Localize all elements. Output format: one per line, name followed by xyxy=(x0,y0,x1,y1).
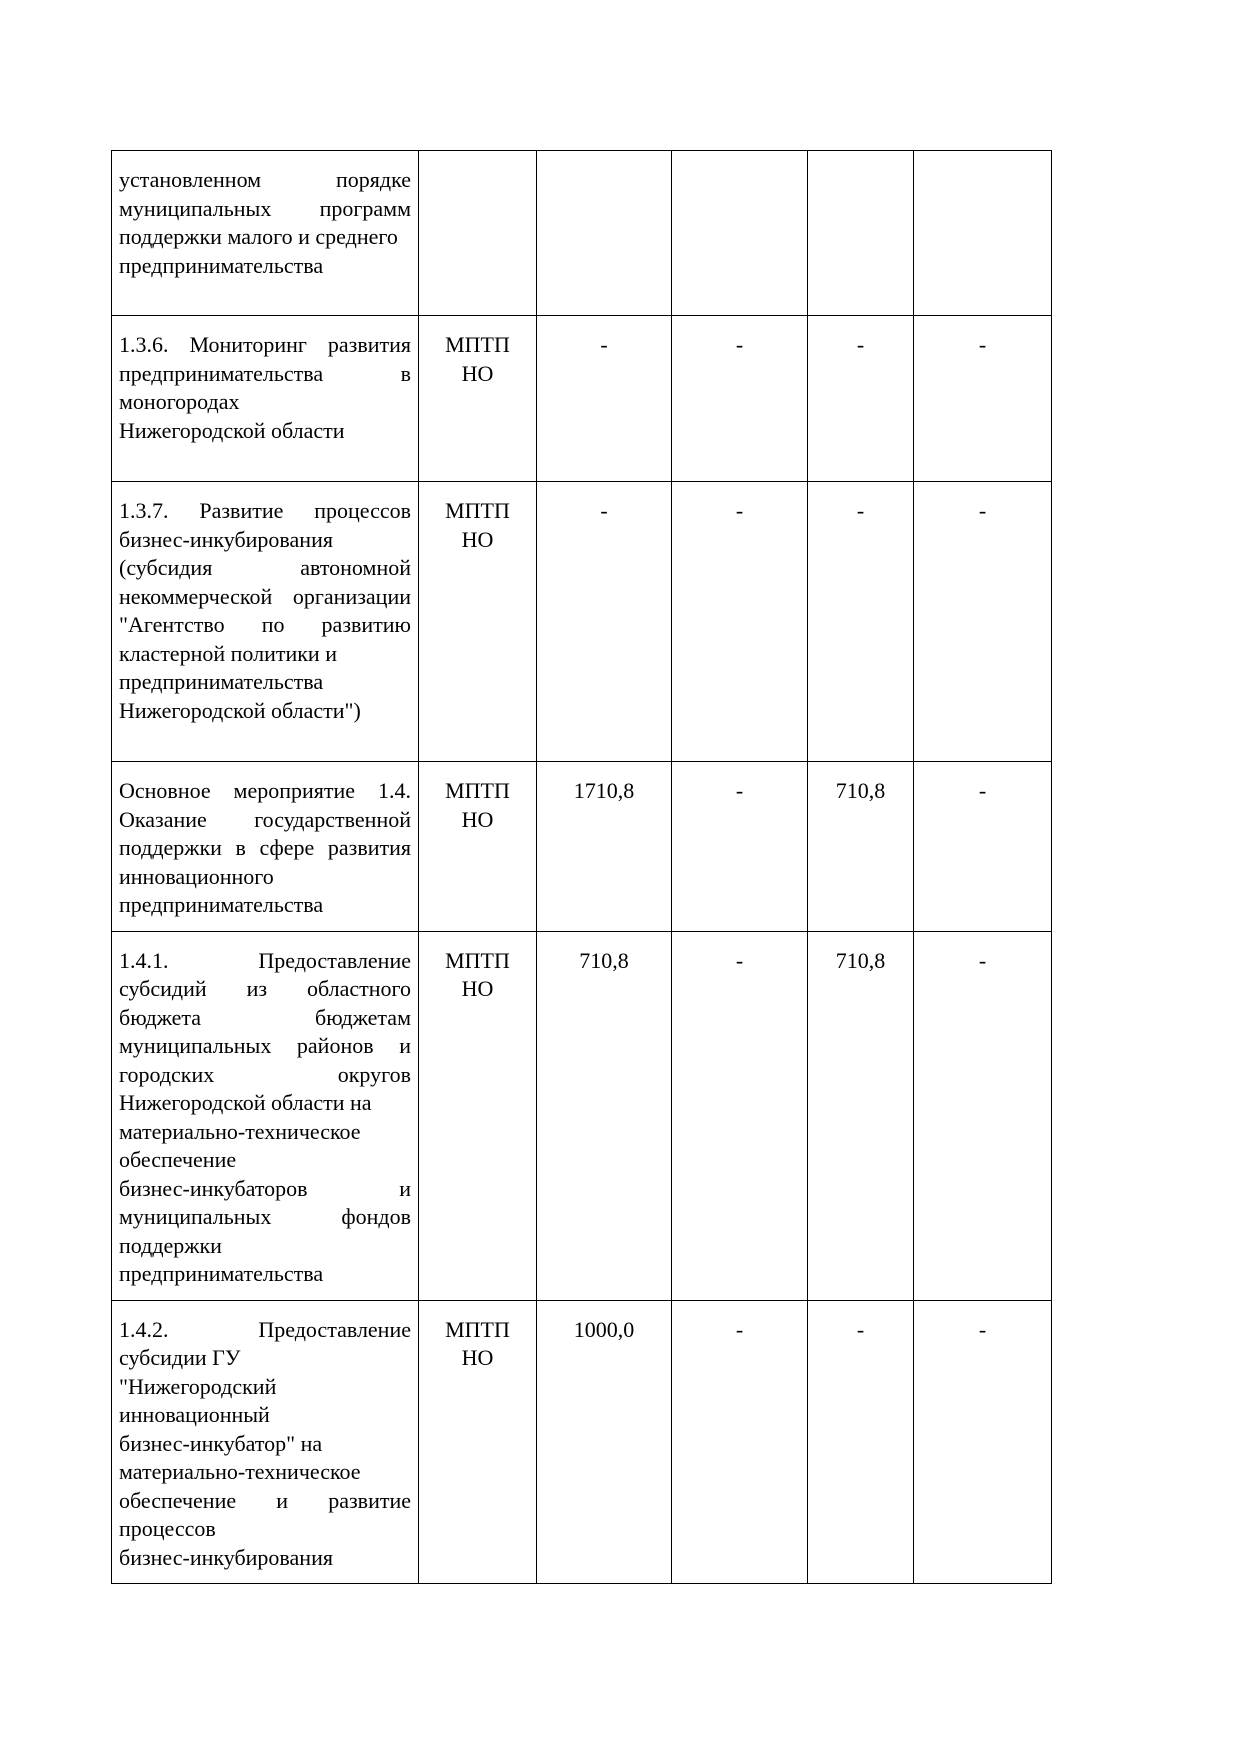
value-cell: - xyxy=(537,482,672,762)
value-cell: - xyxy=(672,762,808,932)
measure-name-text: бизнес-инкубаторов и муниципальных фондов поддержки xyxy=(119,1175,411,1258)
executor-text: НО xyxy=(461,976,494,1001)
executor-cell xyxy=(419,931,537,1300)
measure-name-cell xyxy=(112,762,419,932)
value-cell: - xyxy=(914,931,1052,1300)
value-cell: - xyxy=(808,316,914,482)
measure-name-text: предпринимательства xyxy=(119,252,324,278)
executor-text: НО xyxy=(461,806,494,832)
measure-name-cell xyxy=(112,1300,419,1584)
measure-name-text: материально-техническое xyxy=(119,1118,361,1144)
executor-cell xyxy=(419,151,537,316)
value-cell xyxy=(808,151,914,316)
value-cell: - xyxy=(914,762,1052,932)
value-cell xyxy=(672,151,808,316)
measure-name-text: 1.3.6. Мониторинг развития предпринимательства в моногородах xyxy=(119,332,411,414)
measure-name-cell xyxy=(112,151,419,316)
measure-name-text: Нижегородской области xyxy=(119,417,345,443)
value-cell: - xyxy=(537,316,672,482)
measure-name-text: 1.4.2. Предоставление субсидии ГУ xyxy=(119,1316,411,1370)
measure-name-text: обеспечение и развитие процессов xyxy=(119,1487,411,1541)
value-cell: - xyxy=(672,1300,808,1584)
measure-name-text: установленном порядке муниципальных программ поддержки малого и среднего xyxy=(119,167,411,249)
value-cell: - xyxy=(914,316,1052,482)
value-cell: - xyxy=(808,1300,914,1584)
measure-name-text: материально-техническое xyxy=(119,1459,361,1484)
executor-text: МПТП xyxy=(445,947,510,973)
measure-name-cell xyxy=(112,482,419,762)
executor-cell xyxy=(419,762,537,932)
measure-name-text: предпринимательства xyxy=(119,669,324,694)
executor-text: МПТП xyxy=(445,498,510,523)
value-cell: 1710,8 xyxy=(537,762,672,932)
value-cell xyxy=(914,151,1052,316)
executor-text: НО xyxy=(461,1345,494,1370)
table-row xyxy=(112,762,1052,932)
value-cell: - xyxy=(672,931,808,1300)
measure-name-text: предпринимательства xyxy=(119,1261,324,1286)
value-cell: - xyxy=(914,1300,1052,1584)
measure-name-text: 1.4.1. Предоставление субсидий из областного бюджета бюджетам муниципальных районов и городских округов Нижегородской области на xyxy=(119,947,411,1115)
measure-name-text: инновационный xyxy=(119,1402,270,1427)
value-cell: 710,8 xyxy=(537,931,672,1300)
program-measures-table xyxy=(111,150,1052,1584)
table-row xyxy=(112,151,1052,316)
measure-name-text: Основное мероприятие 1.4. Оказание государственной поддержки в сфере развития инновационного xyxy=(119,778,411,889)
measure-name-cell xyxy=(112,316,419,482)
executor-text: МПТП xyxy=(445,778,510,803)
value-cell: - xyxy=(808,482,914,762)
measure-name-cell xyxy=(112,931,419,1300)
measure-name-text: предпринимательства xyxy=(119,892,324,917)
table-row xyxy=(112,482,1052,762)
executor-text: МПТП xyxy=(445,1316,510,1342)
measure-name-text: бизнес-инкубатор" на xyxy=(119,1430,323,1456)
measure-name-text: обеспечение xyxy=(119,1147,237,1172)
value-cell: - xyxy=(672,316,808,482)
executor-cell xyxy=(419,1300,537,1584)
value-cell: - xyxy=(672,482,808,762)
executor-cell xyxy=(419,482,537,762)
value-cell: - xyxy=(914,482,1052,762)
value-cell: 710,8 xyxy=(808,931,914,1300)
value-cell xyxy=(537,151,672,316)
value-cell: 710,8 xyxy=(808,762,914,932)
executor-text: МПТП xyxy=(445,332,510,357)
executor-text: НО xyxy=(461,360,494,386)
value-cell: 1000,0 xyxy=(537,1300,672,1584)
measure-name-text: "Нижегородский xyxy=(119,1373,277,1399)
executor-text: НО xyxy=(461,526,494,552)
table-row xyxy=(112,931,1052,1300)
measure-name-text: Нижегородской области") xyxy=(119,697,361,723)
measure-name-text: бизнес-инкубирования xyxy=(119,1544,333,1570)
table-row xyxy=(112,1300,1052,1584)
table-row xyxy=(112,316,1052,482)
executor-cell xyxy=(419,316,537,482)
measure-name-text: 1.3.7. Развитие процессов бизнес-инкубирования (субсидия автономной некоммерческой организации "Агентство по развитию кластерной политики и xyxy=(119,498,411,666)
